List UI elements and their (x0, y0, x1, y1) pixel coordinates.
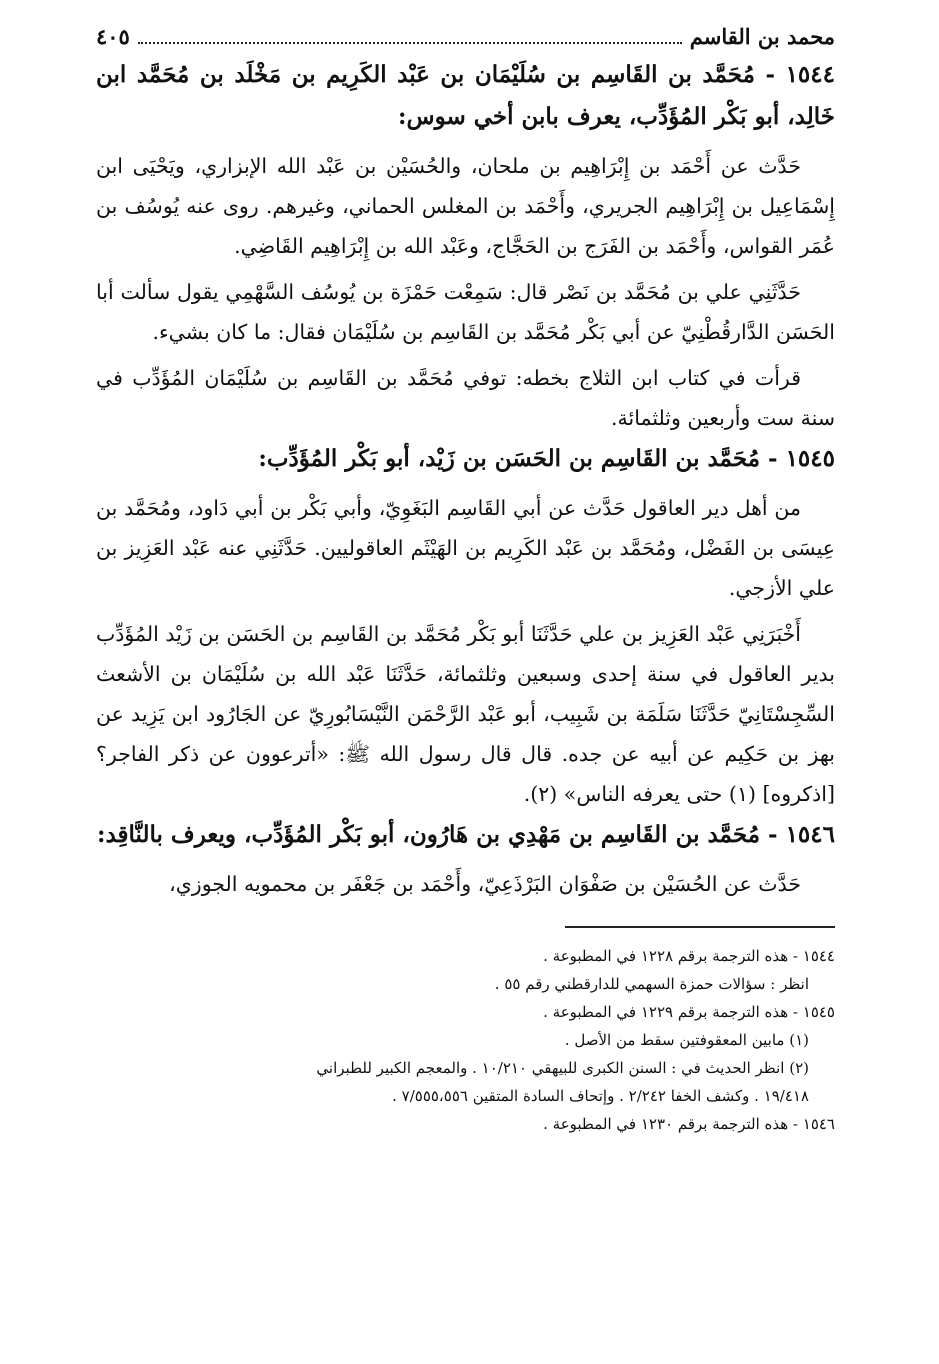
entry-paragraph: أَخْبَرَنِي عَبْد العَزِيز بن علي حَدَّثَنَا أبو بَكْر مُحَمَّد بن القَاسِم بن الحَسَن بن زَيْد المُؤَدِّب بدير العاقول في سنة إحدى وسبعين وثلثمائة، حَدَّثَنَا عَبْد الله بن سُلَيْمَان بن الأشعث السِّجِسْتَانِيّ حَدَّثَنَا سَلَمَة بن شَبِيب، أبو عَبْد الرَّحْمَن النَّيْسَابُورِيّ عن الجَارُود ابن يَزِيد عن بهز بن حَكِيم عن أبيه عن جده. قال قال رسول الله ﷺ: «أترعوون عن ذكر الفاجر؟ [اذكروه] (١) حتى يعرفه الناس» (٢). (96, 622, 835, 806)
page-number: ٤٠٥ (96, 24, 130, 49)
footnote-line: ١٥٤٤ - هذه الترجمة برقم ١٢٢٨ في المطبوعة . (543, 947, 835, 965)
running-title: محمد بن القاسم (689, 24, 835, 49)
running-head (96, 22, 835, 54)
entry-title: ١٥٤٤ - مُحَمَّد بن القَاسِم بن سُلَيْمَان بن عَبْد الكَرِيم بن مَخْلَد بن مُحَمَّد ابن خَالِد، أبو بَكْر المُؤَدِّب، يعرف بابن أخي سوس: (96, 61, 835, 130)
entry-paragraph: حَدَّث عن أَحْمَد بن إِبْرَاهِيم بن ملحان، والحُسَيْن بن عَبْد الله الإبزاري، ويَحْيَى ابن إِسْمَاعِيل بن إِبْرَاهِيم الجريري، وأَحْمَد بن المغلس الحماني، وغيرهم. روى عنه يُوسُف بن عُمَر القواس، وأَحْمَد بن الفَرَج بن الحَجَّاج، وعَبْد الله بن إِبْرَاهِيم القَاضِي. (96, 154, 835, 258)
entry-paragraph: حَدَّثَنِي علي بن مُحَمَّد بن نَصْر قال: سَمِعْت حَمْزَة بن يُوسُف السَّهْمِي يقول سألت أبا الحَسَن الدَّارقُطْنِيّ عن أبي بَكْر مُحَمَّد بن القَاسِم بن سُلَيْمَان فقال: ما كان بشيء. (96, 280, 835, 344)
entry-title: ١٥٤٦ - مُحَمَّد بن القَاسِم بن مَهْدِي بن هَارُون، أبو بَكْر المُؤَدِّب، ويعرف بالنَّاقِد: (96, 821, 835, 848)
footnote-line: (٢) انظر الحديث في : السنن الكبرى للبيهقي ١٠/٢١٠ . والمعجم الكبير للطبراني (316, 1059, 809, 1077)
entry-1545 (96, 438, 835, 814)
footnote-line: ١٩/٤١٨ . وكشف الخفا ٢/٢٤٢ . وإتحاف السادة المتقين ٧/٥٥٥،٥٥٦ . (392, 1087, 809, 1105)
entry-1546 (96, 814, 835, 904)
footnote-separator (565, 926, 835, 928)
footnotes (96, 942, 835, 1138)
dot-leader (138, 42, 682, 44)
entry-paragraph: من أهل دير العاقول حَدَّث عن أبي القَاسِم البَغَوِيّ، وأبي بَكْر بن أبي دَاود، ومُحَمَّد بن عِيسَى بن الفَضْل، ومُحَمَّد بن عَبْد الكَرِيم بن الهَيْثَم العاقوليين. حَدَّثَنِي عنه عَبْد العَزِيز بن علي الأزجي. (96, 496, 835, 600)
entry-1544 (96, 54, 835, 438)
entry-title: ١٥٤٥ - مُحَمَّد بن القَاسِم بن الحَسَن بن زَيْد، أبو بَكْر المُؤَدِّب: (258, 445, 835, 472)
footnote-line: انظر : سؤالات حمزة السهمي للدارقطني رقم ٥٥ . (494, 975, 809, 993)
footnote-line: ١٥٤٦ - هذه الترجمة برقم ١٢٣٠ في المطبوعة . (543, 1115, 835, 1133)
footnote-line: (١) مابين المعقوفتين سقط من الأصل . (564, 1031, 809, 1049)
entry-paragraph: حَدَّث عن الحُسَيْن بن صَفْوَان البَرْذَعِيّ، وأَحْمَد بن جَعْفَر بن محمويه الجوزي، (169, 872, 801, 896)
footnote-line: ١٥٤٥ - هذه الترجمة برقم ١٢٢٩ في المطبوعة . (543, 1003, 835, 1021)
entry-paragraph: قرأت في كتاب ابن الثلاج بخطه: توفي مُحَمَّد بن القَاسِم بن سُلَيْمَان المُؤَدِّب في سنة ست وأربعين وثلثمائة. (96, 366, 835, 430)
